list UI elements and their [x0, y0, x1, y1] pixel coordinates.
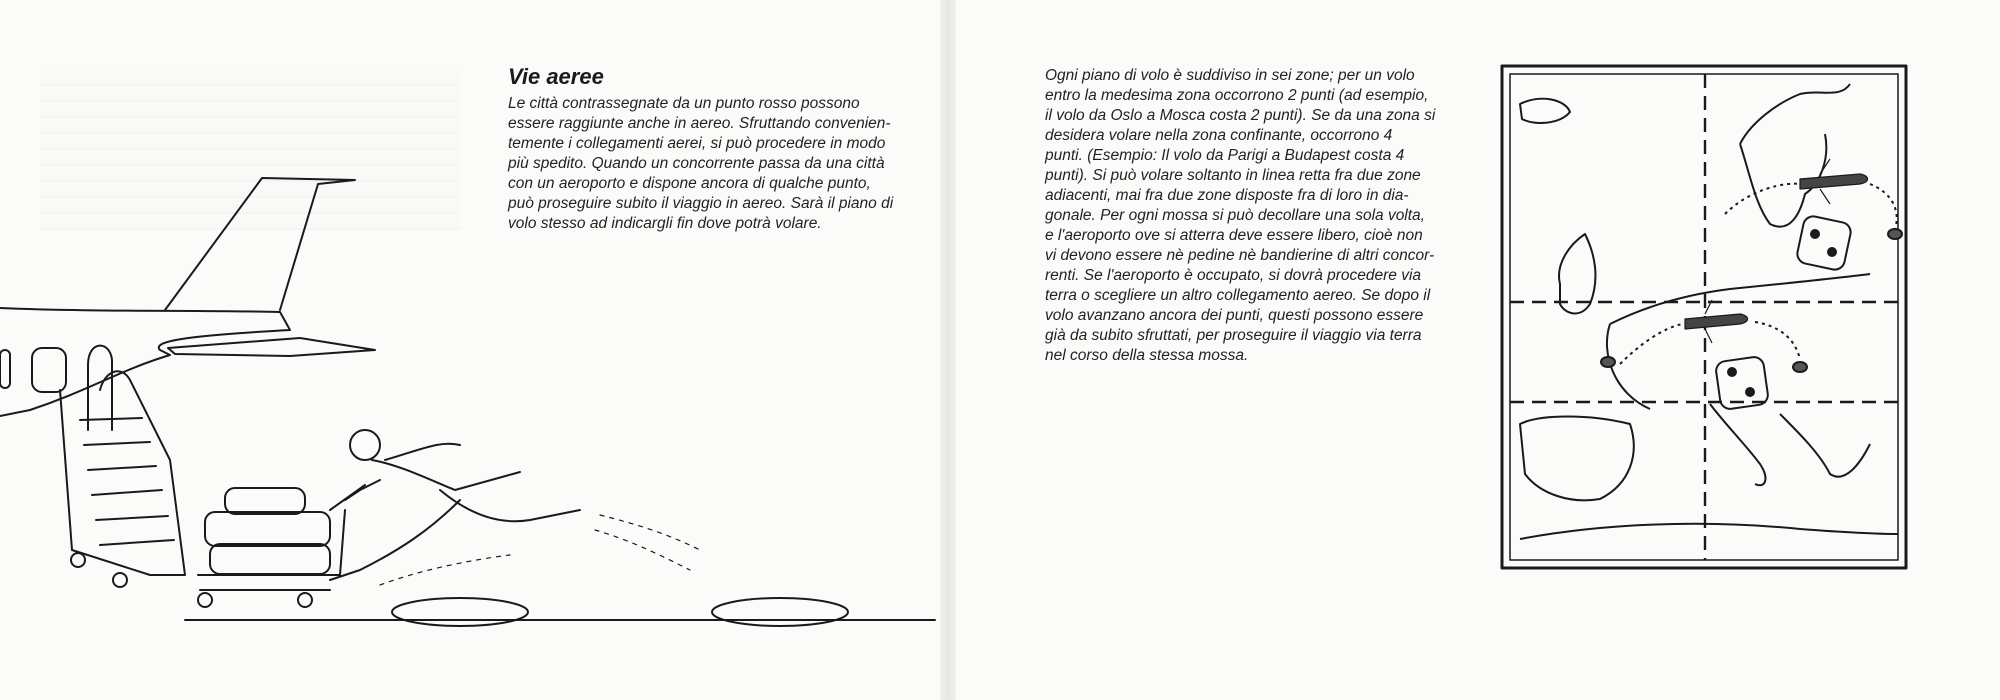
- ground-marking: [712, 598, 848, 626]
- airplane-tail-fin: [165, 178, 355, 310]
- stairs-wheel: [113, 573, 127, 587]
- dice-icon: [1796, 215, 1853, 272]
- coastline-continent: [1607, 274, 1870, 409]
- section-title: Vie aeree: [508, 64, 604, 89]
- airport-dot: [1793, 362, 1807, 372]
- text-line: essere raggiunte anche in aereo. Sfruttando convenien-: [508, 115, 891, 132]
- text-line: vi devono essere nè pedine nè bandierine di altri concor-: [1045, 247, 1435, 264]
- coastline-africa: [1520, 524, 1898, 539]
- text-line: volo stesso ad indicargli fin dove potrà volare.: [508, 215, 822, 232]
- airplane-icon: [1800, 159, 1868, 204]
- text-line: temente i collegamenti aerei, si può procedere in modo: [508, 135, 886, 152]
- coastline-balkans: [1780, 414, 1870, 477]
- airplane-icon: [1685, 300, 1748, 343]
- text-line: terra o scegliere un altro collegamento aereo. Se dopo il: [1045, 287, 1431, 304]
- text-line: entro la medesima zona occorrono 2 punti (ad esempio,: [1045, 87, 1429, 104]
- text-line: nel corso della stessa mossa.: [1045, 347, 1249, 364]
- airport-dot: [1888, 229, 1902, 239]
- coastline-iceland: [1520, 99, 1570, 123]
- text-line: adiacenti, mai fra due zone disposte fra di loro in dia-: [1045, 187, 1409, 204]
- text-line: con un aeroporto e dispone ancora di qualche punto,: [508, 175, 871, 192]
- flight-arc: [1755, 322, 1800, 359]
- airport-dot: [1601, 357, 1615, 367]
- text-line: e l'aeroporto ove si atterra deve essere libero, cioè non: [1045, 227, 1423, 244]
- text-line: già da subito sfruttati, per proseguire il viaggio via terra: [1045, 327, 1422, 344]
- text-line: Ogni piano di volo è suddiviso in sei zone; per un volo: [1045, 67, 1415, 84]
- text-line: punti. (Esempio: Il volo da Parigi a Budapest costa 4: [1045, 147, 1405, 164]
- text-line: desidera volare nella zona confinante, occorrono 4: [1045, 127, 1393, 144]
- airplane-stabilizer: [168, 338, 375, 356]
- text-line: più spedito. Quando un concorrente passa da una città: [508, 155, 885, 172]
- airplane-window: [32, 348, 66, 392]
- coastline-scandinavia: [1740, 84, 1850, 227]
- text-line: punti). Si può volare soltanto in linea retta fra due zone: [1045, 167, 1421, 184]
- right-paragraph: [1045, 66, 1465, 366]
- airplane-runner-luggage-illustration: [0, 160, 940, 640]
- stairs-wheel: [71, 553, 85, 567]
- suitcase: [205, 512, 330, 546]
- flight-arc: [1620, 324, 1685, 364]
- runner-body: [330, 460, 580, 580]
- airplane-fuselage: [0, 308, 290, 416]
- suitcase: [210, 544, 330, 574]
- flight-arc: [1870, 184, 1897, 229]
- text-line: renti. Se l'aeroporto è occupato, si dovrà procedere via: [1045, 267, 1422, 284]
- runner-scarf: [385, 444, 460, 460]
- coastline-iberia: [1520, 417, 1634, 501]
- cart-wheel: [298, 593, 312, 607]
- text-line: il volo da Oslo a Mosca costa 2 punti). Se da una zona si: [1045, 107, 1436, 124]
- airplane-window: [0, 350, 10, 388]
- text-line: può proseguire subito il viaggio in aereo. Sarà il piano di: [508, 195, 894, 212]
- luggage-cart: [198, 485, 365, 590]
- ground-marking: [392, 598, 528, 626]
- text-line: volo avanzano ancora dei punti, questi possono essere: [1045, 307, 1424, 324]
- book-gutter: [940, 0, 956, 700]
- text-line: Le città contrassegnate da un punto rosso possono: [508, 95, 860, 112]
- coastline-italy: [1710, 404, 1765, 485]
- motion-lines: [380, 515, 700, 585]
- europe-flight-zone-map: [1500, 64, 1910, 574]
- runner-head: [350, 430, 380, 460]
- text-line: gonale. Per ogni mossa si può decollare una sola volta,: [1045, 207, 1425, 224]
- suitcase: [225, 488, 305, 514]
- cart-wheel: [198, 593, 212, 607]
